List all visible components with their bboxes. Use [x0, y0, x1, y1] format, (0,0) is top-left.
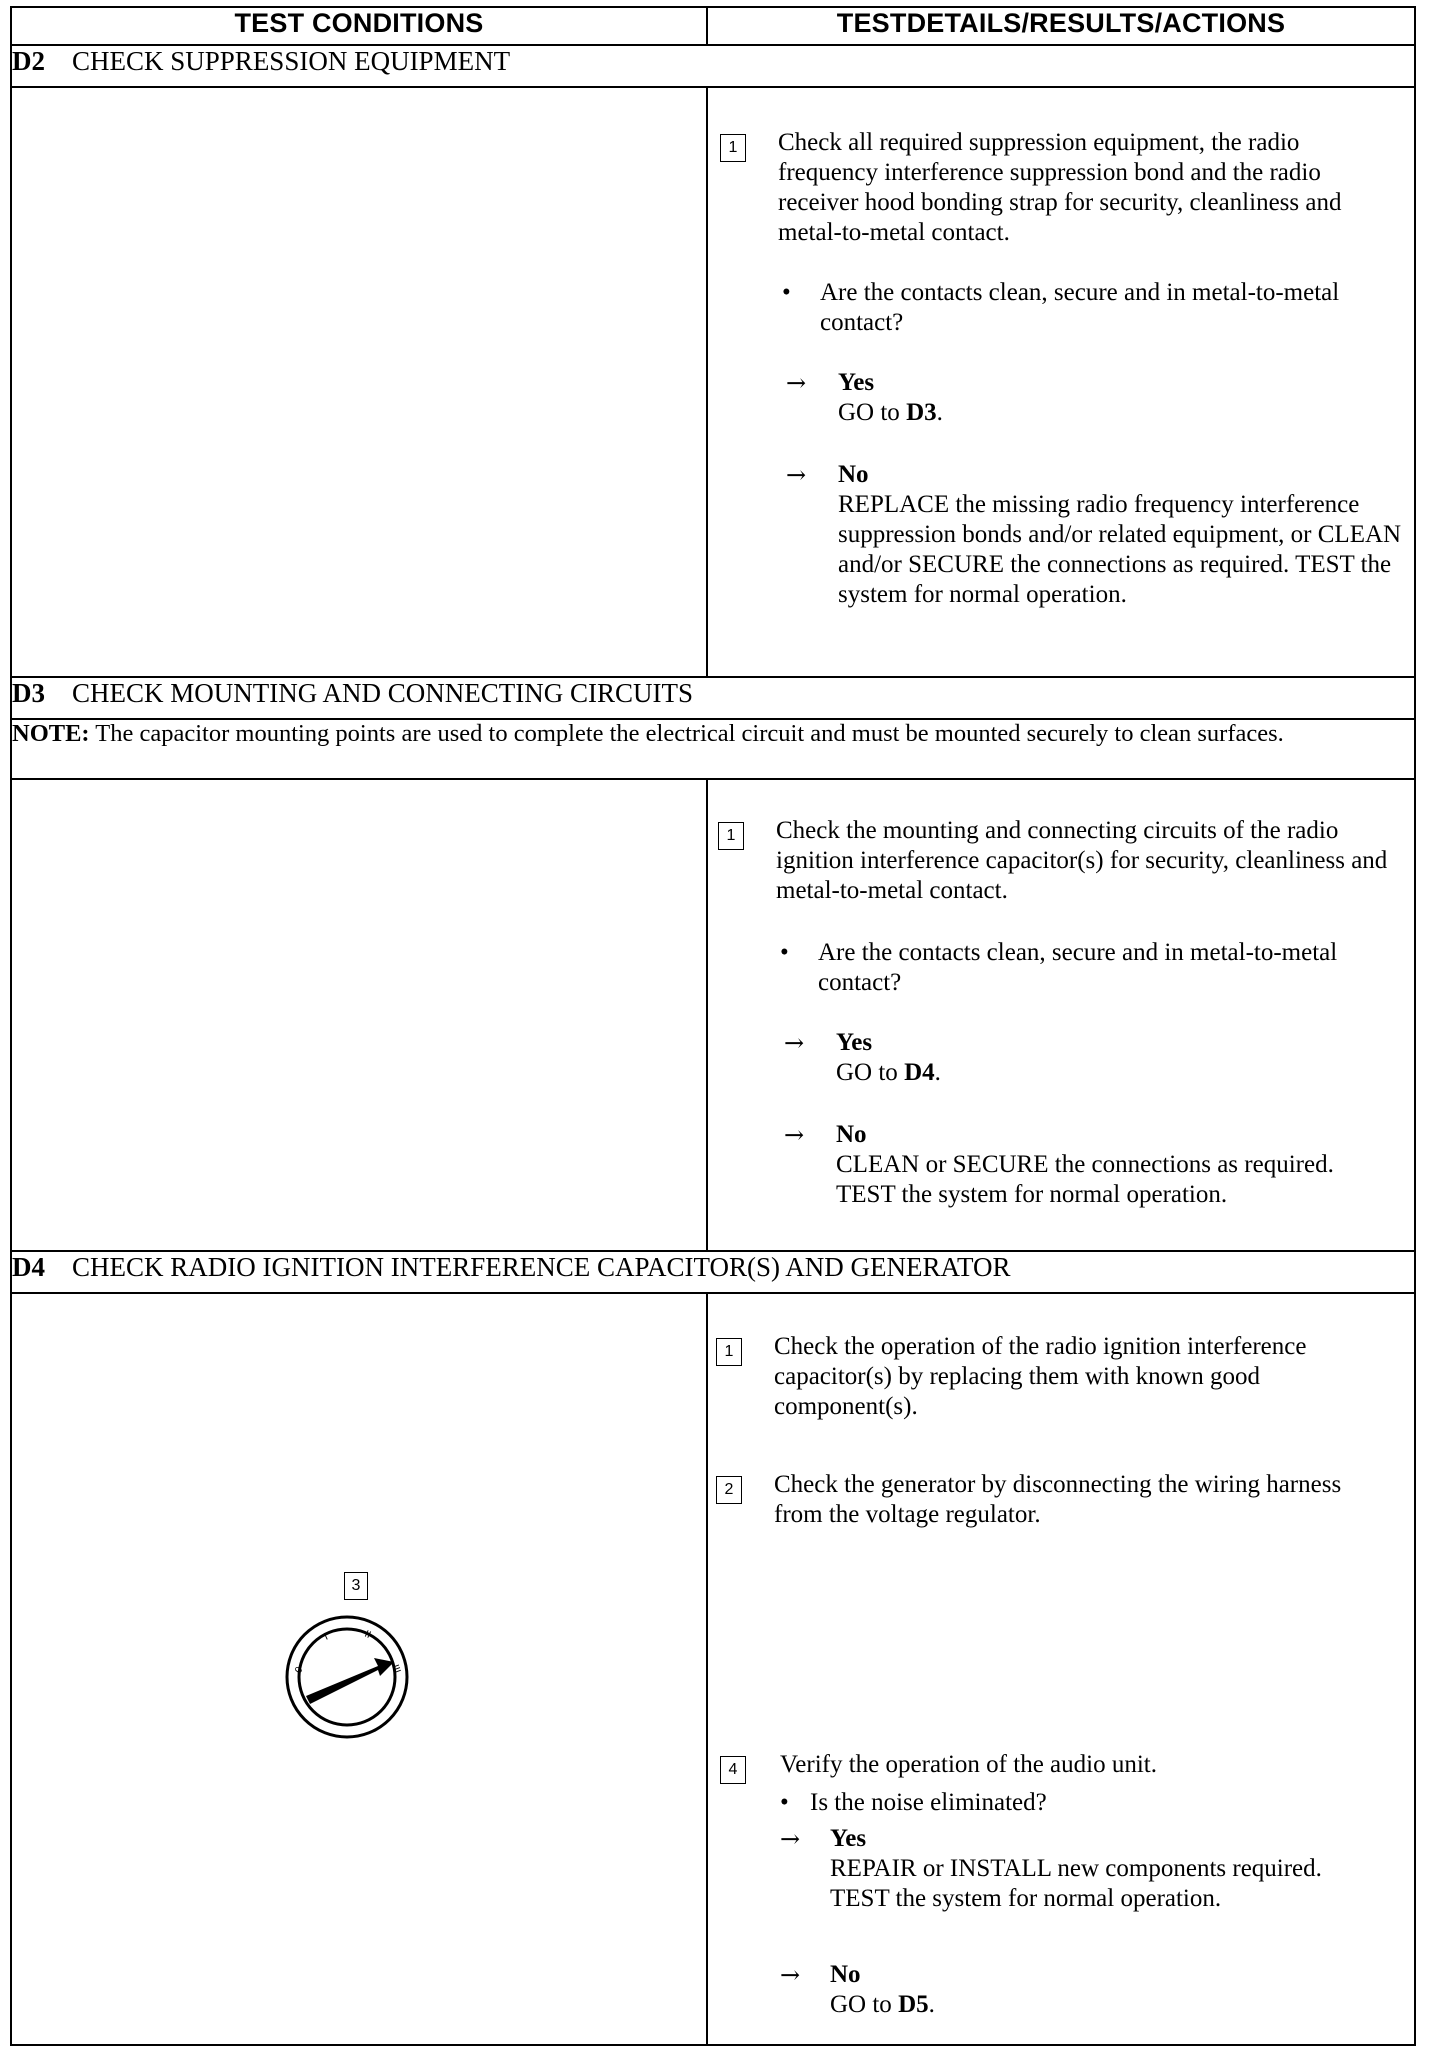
arrow-right-icon: →	[780, 1961, 801, 1989]
d2-details-cell	[707, 87, 1415, 677]
arrow-right-icon: →	[780, 1825, 801, 1853]
step-d2-body-row	[11, 87, 1415, 677]
goto-target: D4	[904, 1059, 935, 1086]
arrow-right-icon: →	[786, 369, 807, 397]
substep-text: Check the generator by disconnecting the wiring harness from the voltage regulator.	[774, 1471, 1342, 1528]
arrow-right-icon: →	[786, 461, 807, 489]
header-test-conditions: TEST CONDITIONS	[11, 7, 707, 45]
no-label: No	[830, 1961, 861, 1988]
substep-number-box: 3	[344, 1572, 368, 1600]
step-d4-title-row	[11, 1251, 1415, 1293]
step-title: CHECK SUPPRESSION EQUIPMENT	[72, 46, 511, 76]
step-code: D4	[12, 1252, 45, 1282]
yes-action: REPAIR or INSTALL new components required. TEST the system for normal operation.	[830, 1855, 1322, 1912]
yes-action	[838, 398, 943, 428]
action-text: GO to	[830, 1991, 899, 2018]
note-text: The capacitor mounting points are used to complete the electrical circuit and must be mounted securely to clean surfaces.	[89, 720, 1284, 747]
substep-number-box: 2	[716, 1476, 742, 1504]
arrow-right-icon: →	[784, 1121, 805, 1149]
substep-number-box: 1	[720, 134, 746, 162]
substep-text: Check all required suppression equipment, the radio frequency interference suppression bond and the radio receiver hood bonding strap for security, cleanliness and metal-to-metal contact.	[778, 129, 1342, 246]
step-code: D3	[12, 678, 45, 708]
dial-label: II	[362, 1628, 373, 1642]
action-punct: .	[936, 399, 943, 426]
note-box	[11, 719, 1415, 779]
yes-label: Yes	[830, 1825, 867, 1852]
arrow-right-icon: →	[784, 1029, 805, 1057]
no-action: CLEAN or SECURE the connections as required. TEST the system for normal operation.	[836, 1151, 1334, 1208]
ignition-switch-dial-icon	[282, 1612, 412, 1742]
substep-text: Check the mounting and connecting circuits of the radio ignition interference capacitor(s) for security, cleanliness and metal-to-metal contact.	[776, 817, 1388, 904]
question-text: Are the contacts clean, secure and in metal-to-metal contact?	[820, 279, 1340, 336]
bullet-icon: •	[780, 1789, 789, 1816]
yes-label: Yes	[838, 369, 875, 396]
dial-label: I	[322, 1631, 330, 1643]
no-action	[830, 1990, 935, 2020]
question-text: Is the noise eliminated?	[810, 1789, 1047, 1816]
yes-label: Yes	[836, 1029, 873, 1056]
step-d3-body-row	[11, 779, 1415, 1251]
diagnostic-table	[10, 6, 1416, 2046]
step-d3-note-row	[11, 719, 1415, 779]
step-title: CHECK RADIO IGNITION INTERFERENCE CAPACITOR(S) AND GENERATOR	[72, 1252, 1011, 1282]
d3-details-cell	[707, 779, 1415, 1251]
step-d3-title-row	[11, 677, 1415, 719]
substep-text: Check the operation of the radio ignition interference capacitor(s) by replacing them with known good component(s).	[774, 1333, 1307, 1420]
bullet-icon: •	[782, 279, 791, 306]
substep-number-box: 4	[720, 1756, 746, 1784]
step-d4-body-row	[11, 1293, 1415, 2045]
no-label: No	[838, 461, 869, 488]
d2-test-conditions-cell	[11, 87, 707, 677]
action-punct: .	[934, 1059, 941, 1086]
substep-text: Verify the operation of the audio unit.	[780, 1751, 1157, 1778]
action-punct: .	[928, 1991, 935, 2018]
question-text: Are the contacts clean, secure and in metal-to-metal contact?	[818, 939, 1338, 996]
no-label: No	[836, 1121, 867, 1148]
yes-action	[836, 1058, 941, 1088]
d4-details-cell	[707, 1293, 1415, 2045]
step-code: D2	[12, 46, 45, 76]
action-text: GO to	[838, 399, 907, 426]
step-d2-title-row	[11, 45, 1415, 87]
d3-test-conditions-cell	[11, 779, 707, 1251]
note-label: NOTE:	[12, 720, 90, 747]
dial-label: 0	[293, 1665, 306, 1676]
action-text: GO to	[836, 1059, 905, 1086]
step-d4-heading	[11, 1251, 1415, 1293]
step-title: CHECK MOUNTING AND CONNECTING CIRCUITS	[72, 678, 693, 708]
table-header-row	[11, 7, 1415, 45]
d4-test-conditions-cell	[11, 1293, 707, 2045]
substep-number-box: 1	[716, 1338, 742, 1366]
header-test-details: TESTDETAILS/RESULTS/ACTIONS	[707, 7, 1415, 45]
goto-target: D5	[898, 1991, 929, 2018]
bullet-icon: •	[780, 939, 789, 966]
no-action: REPLACE the missing radio frequency interference suppression bonds and/or related equipment, or CLEAN and/or SECURE the connections as required. TEST the system for normal operation.	[838, 491, 1402, 608]
dial-label: III	[389, 1663, 403, 1675]
substep-number-box: 1	[718, 822, 744, 850]
goto-target: D3	[906, 399, 937, 426]
step-d2-heading	[11, 45, 1415, 87]
step-d3-heading	[11, 677, 1415, 719]
